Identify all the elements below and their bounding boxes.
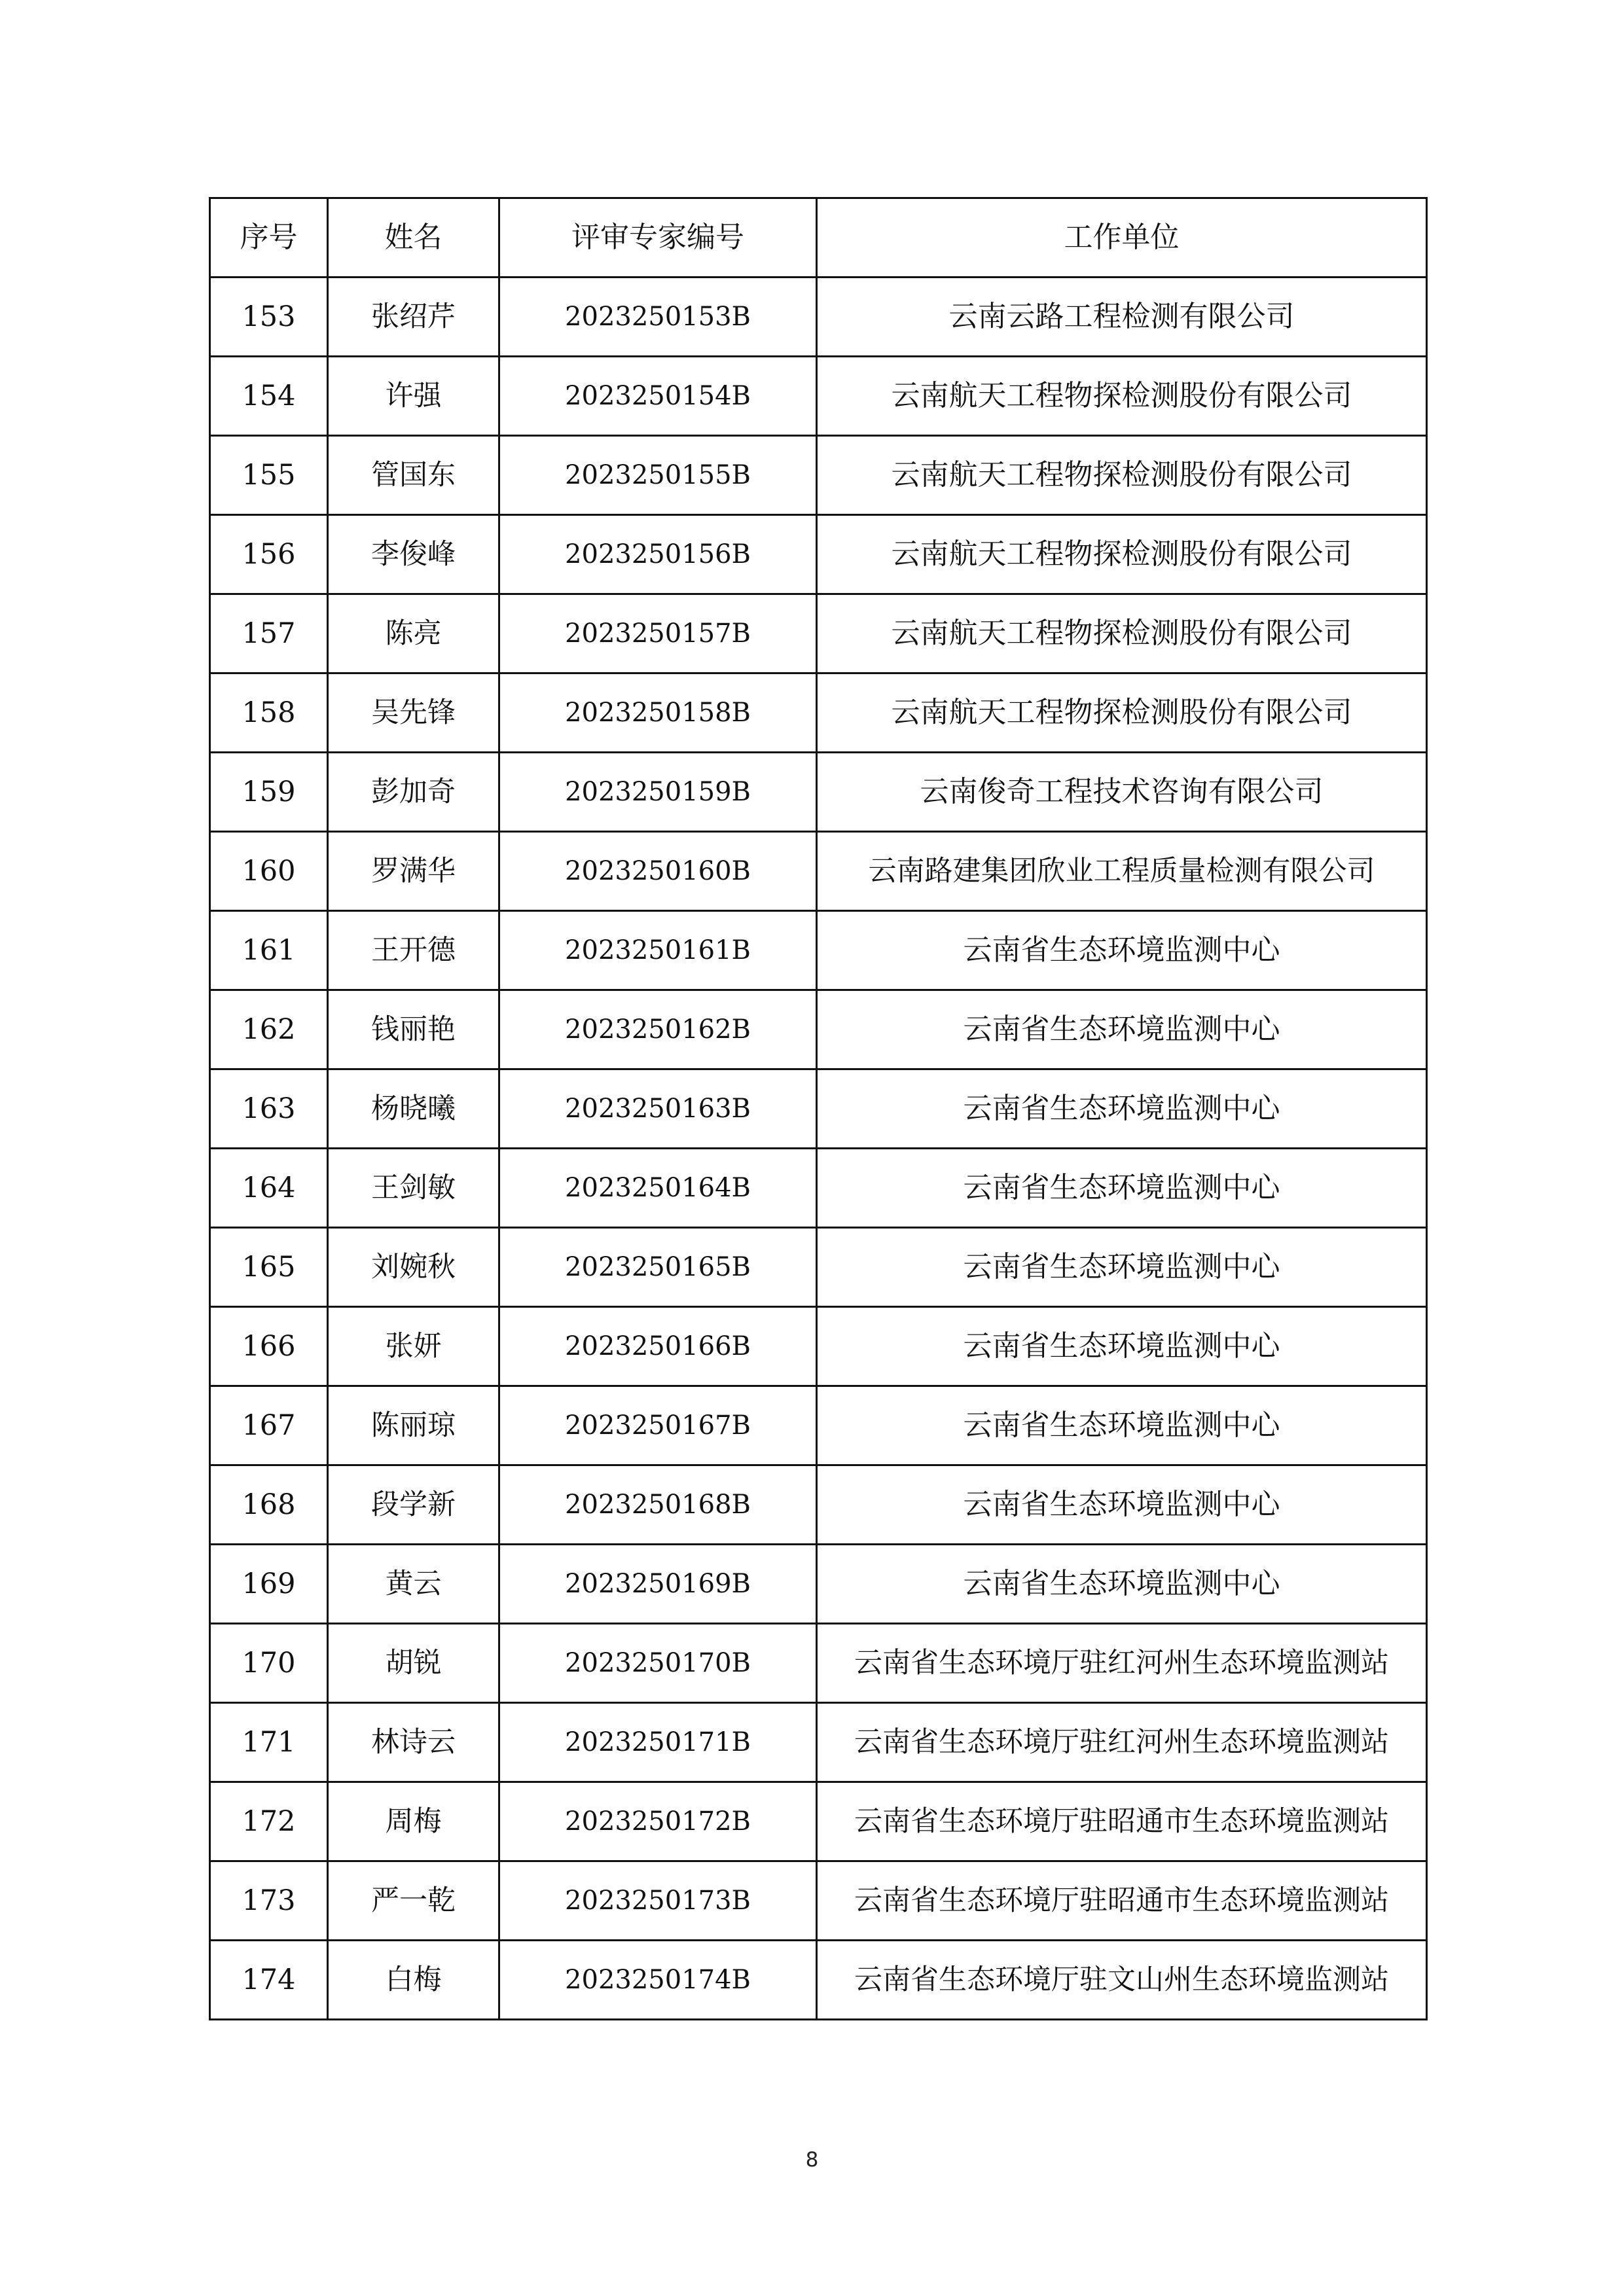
- expert-code-cell: 2023250163B: [499, 1069, 817, 1149]
- table-row: [210, 1545, 1427, 1624]
- expert-code-cell: 2023250155B: [499, 436, 817, 515]
- name-cell: 刘婉秋: [328, 1228, 499, 1307]
- table-row: [210, 1941, 1427, 2020]
- name-cell: 黄云: [328, 1545, 499, 1624]
- work-unit-cell: 云南省生态环境监测中心: [817, 1069, 1427, 1149]
- name-cell: 李俊峰: [328, 515, 499, 594]
- expert-code-cell: 2023250161B: [499, 911, 817, 990]
- serial-number-cell: 173: [210, 1861, 328, 1941]
- work-unit-cell: 云南省生态环境监测中心: [817, 1307, 1427, 1386]
- name-cell: 张绍芹: [328, 278, 499, 357]
- expert-code-cell: 2023250162B: [499, 990, 817, 1069]
- serial-number-cell: 160: [210, 832, 328, 911]
- serial-number-cell: 154: [210, 357, 328, 436]
- work-unit-cell: 云南省生态环境厅驻红河州生态环境监测站: [817, 1703, 1427, 1782]
- serial-number-cell: 156: [210, 515, 328, 594]
- work-unit-cell: 云南省生态环境监测中心: [817, 1465, 1427, 1545]
- serial-number-cell: 166: [210, 1307, 328, 1386]
- serial-number-cell: 169: [210, 1545, 328, 1624]
- serial-number-cell: 155: [210, 436, 328, 515]
- expert-code-cell: 2023250158B: [499, 673, 817, 753]
- name-cell: 林诗云: [328, 1703, 499, 1782]
- work-unit-cell: 云南省生态环境厅驻文山州生态环境监测站: [817, 1941, 1427, 2020]
- expert-code-cell: 2023250157B: [499, 594, 817, 673]
- name-cell: 钱丽艳: [328, 990, 499, 1069]
- work-unit-cell: 云南省生态环境厅驻红河州生态环境监测站: [817, 1624, 1427, 1703]
- work-unit-cell: 云南省生态环境监测中心: [817, 990, 1427, 1069]
- name-cell: 罗满华: [328, 832, 499, 911]
- name-cell: 周梅: [328, 1782, 499, 1861]
- name-cell: 段学新: [328, 1465, 499, 1545]
- name-cell: 王开德: [328, 911, 499, 990]
- table-row: [210, 1624, 1427, 1703]
- table-row: [210, 1307, 1427, 1386]
- expert-code-cell: 2023250171B: [499, 1703, 817, 1782]
- table-row: [210, 1861, 1427, 1941]
- work-unit-cell: 云南航天工程物探检测股份有限公司: [817, 357, 1427, 436]
- name-cell: 杨晓曦: [328, 1069, 499, 1149]
- table-row: [210, 357, 1427, 436]
- expert-code-cell: 2023250165B: [499, 1228, 817, 1307]
- serial-number-cell: 157: [210, 594, 328, 673]
- expert-code-cell: 2023250168B: [499, 1465, 817, 1545]
- expert-code-cell: 2023250172B: [499, 1782, 817, 1861]
- table-row: [210, 1069, 1427, 1149]
- serial-number-cell: 162: [210, 990, 328, 1069]
- work-unit-cell: 云南云路工程检测有限公司: [817, 278, 1427, 357]
- expert-code-cell: 2023250174B: [499, 1941, 817, 2020]
- expert-code-cell: 2023250167B: [499, 1386, 817, 1465]
- work-unit-cell: 云南省生态环境监测中心: [817, 1228, 1427, 1307]
- name-cell: 严一乾: [328, 1861, 499, 1941]
- table-row: [210, 278, 1427, 357]
- expert-code-cell: 2023250156B: [499, 515, 817, 594]
- expert-code-cell: 2023250166B: [499, 1307, 817, 1386]
- serial-number-cell: 159: [210, 753, 328, 832]
- name-cell: 陈丽琼: [328, 1386, 499, 1465]
- name-cell: 陈亮: [328, 594, 499, 673]
- table-row: [210, 1703, 1427, 1782]
- table-row: [210, 673, 1427, 753]
- expert-code-cell: 2023250170B: [499, 1624, 817, 1703]
- expert-code-cell: 2023250173B: [499, 1861, 817, 1941]
- serial-number-cell: 164: [210, 1149, 328, 1228]
- expert-code-cell: 2023250159B: [499, 753, 817, 832]
- name-cell: 张妍: [328, 1307, 499, 1386]
- work-unit-cell: 云南航天工程物探检测股份有限公司: [817, 436, 1427, 515]
- table-row: [210, 594, 1427, 673]
- work-unit-cell: 云南省生态环境厅驻昭通市生态环境监测站: [817, 1861, 1427, 1941]
- header-expert-code: 评审专家编号: [499, 198, 817, 278]
- table-row: [210, 1228, 1427, 1307]
- table-header: [210, 198, 1427, 278]
- work-unit-cell: 云南省生态环境监测中心: [817, 1386, 1427, 1465]
- table-row: [210, 436, 1427, 515]
- expert-code-cell: 2023250169B: [499, 1545, 817, 1624]
- header-serial-number: 序号: [210, 198, 328, 278]
- work-unit-cell: 云南俊奇工程技术咨询有限公司: [817, 753, 1427, 832]
- table-row: [210, 1782, 1427, 1861]
- serial-number-cell: 153: [210, 278, 328, 357]
- table-row: [210, 1465, 1427, 1545]
- expert-code-cell: 2023250160B: [499, 832, 817, 911]
- table-row: [210, 832, 1427, 911]
- name-cell: 许强: [328, 357, 499, 436]
- name-cell: 王剑敏: [328, 1149, 499, 1228]
- name-cell: 胡锐: [328, 1624, 499, 1703]
- table-row: [210, 990, 1427, 1069]
- header-name: 姓名: [328, 198, 499, 278]
- serial-number-cell: 158: [210, 673, 328, 753]
- table-row: [210, 911, 1427, 990]
- work-unit-cell: 云南省生态环境监测中心: [817, 1149, 1427, 1228]
- header-work-unit: 工作单位: [817, 198, 1427, 278]
- serial-number-cell: 172: [210, 1782, 328, 1861]
- table-row: [210, 1386, 1427, 1465]
- expert-code-cell: 2023250153B: [499, 278, 817, 357]
- page-number: 8: [805, 2148, 819, 2172]
- serial-number-cell: 167: [210, 1386, 328, 1465]
- work-unit-cell: 云南航天工程物探检测股份有限公司: [817, 673, 1427, 753]
- name-cell: 管国东: [328, 436, 499, 515]
- name-cell: 吴先锋: [328, 673, 499, 753]
- table-row: [210, 1149, 1427, 1228]
- expert-code-cell: 2023250164B: [499, 1149, 817, 1228]
- header-row: [210, 198, 1427, 278]
- table-row: [210, 515, 1427, 594]
- name-cell: 彭加奇: [328, 753, 499, 832]
- serial-number-cell: 165: [210, 1228, 328, 1307]
- serial-number-cell: 161: [210, 911, 328, 990]
- serial-number-cell: 171: [210, 1703, 328, 1782]
- expert-code-cell: 2023250154B: [499, 357, 817, 436]
- serial-number-cell: 174: [210, 1941, 328, 2020]
- serial-number-cell: 168: [210, 1465, 328, 1545]
- work-unit-cell: 云南省生态环境厅驻昭通市生态环境监测站: [817, 1782, 1427, 1861]
- serial-number-cell: 163: [210, 1069, 328, 1149]
- work-unit-cell: 云南省生态环境监测中心: [817, 911, 1427, 990]
- serial-number-cell: 170: [210, 1624, 328, 1703]
- work-unit-cell: 云南航天工程物探检测股份有限公司: [817, 515, 1427, 594]
- name-cell: 白梅: [328, 1941, 499, 2020]
- work-unit-cell: 云南路建集团欣业工程质量检测有限公司: [817, 832, 1427, 911]
- table-body: [210, 278, 1427, 2020]
- table-row: [210, 753, 1427, 832]
- expert-roster-table: [209, 197, 1428, 2020]
- work-unit-cell: 云南航天工程物探检测股份有限公司: [817, 594, 1427, 673]
- work-unit-cell: 云南省生态环境监测中心: [817, 1545, 1427, 1624]
